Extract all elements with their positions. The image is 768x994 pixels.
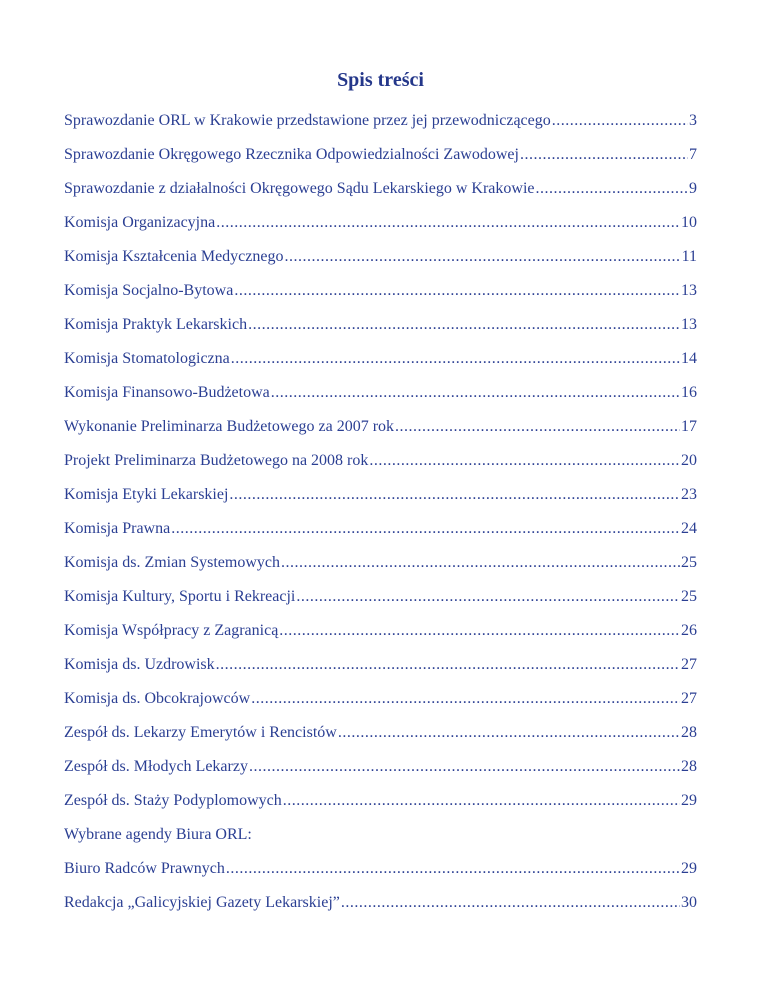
toc-entry-page: 25: [681, 588, 697, 605]
toc-entry[interactable]: [64, 240, 697, 274]
toc-entry-text: Komisja Stomatologiczna: [64, 350, 230, 367]
toc-entry-page: 17: [681, 418, 697, 435]
toc-entry-page: 7: [689, 146, 697, 163]
toc-leader-dots: [251, 682, 680, 716]
toc-entry-page: 13: [681, 316, 697, 333]
toc-entry-text: Zespół ds. Lekarzy Emerytów i Rencistów: [64, 724, 337, 741]
toc-entry[interactable]: [64, 172, 697, 206]
toc-entry-text: Komisja Socjalno-Bytowa: [64, 282, 234, 299]
toc-entry[interactable]: [64, 852, 697, 886]
toc-entry[interactable]: [64, 376, 697, 410]
toc-entry[interactable]: [64, 138, 697, 172]
toc-section-list: [64, 852, 697, 920]
toc-entry-page: 26: [681, 622, 697, 639]
toc-entry-text: Komisja ds. Zmian Systemowych: [64, 554, 280, 571]
toc-entry-text: Komisja Prawna: [64, 520, 171, 537]
toc-entry-text: Sprawozdanie z działalności Okręgowego Sądu Lekarskiego w Krakowie: [64, 180, 535, 197]
toc-entry-page: 9: [689, 180, 697, 197]
toc-leader-dots: [281, 546, 680, 580]
toc-entry-page: 3: [689, 112, 697, 129]
toc-entry[interactable]: [64, 104, 697, 138]
toc-entry-text: Komisja Współpracy z Zagranicą: [64, 622, 279, 639]
toc-leader-dots: [552, 104, 688, 138]
toc-entry[interactable]: [64, 308, 697, 342]
toc-leader-dots: [231, 342, 680, 376]
toc-entry[interactable]: [64, 274, 697, 308]
toc-entry-page: 13: [681, 282, 697, 299]
toc-entry-text: Wykonanie Preliminarza Budżetowego za 2007 rok: [64, 418, 395, 435]
toc-entry-page: 23: [681, 486, 697, 503]
toc-entry-page: 25: [681, 554, 697, 571]
toc-entry-page: 27: [681, 690, 697, 707]
toc-leader-dots: [341, 886, 680, 920]
toc-entry-page: 27: [681, 656, 697, 673]
toc-leader-dots: [171, 512, 680, 546]
toc-leader-dots: [520, 138, 688, 172]
toc-entry-page: 16: [681, 384, 697, 401]
toc-leader-dots: [249, 750, 680, 784]
toc-entry-text: Zespół ds. Młodych Lekarzy: [64, 758, 248, 775]
toc-entry-page: 28: [681, 724, 697, 741]
toc-entry-page: 10: [681, 214, 697, 231]
toc-entry[interactable]: [64, 886, 697, 920]
toc-entry-text: Komisja Finansowo-Budżetowa: [64, 384, 270, 401]
toc-leader-dots: [395, 410, 680, 444]
toc-entry-text: Komisja ds. Uzdrowisk: [64, 656, 215, 673]
toc-leader-dots: [226, 852, 680, 886]
toc-leader-dots: [369, 444, 680, 478]
toc-entry-text: Biuro Radców Prawnych: [64, 860, 225, 877]
toc-leader-dots: [296, 580, 680, 614]
toc-entry-text: Sprawozdanie ORL w Krakowie przedstawione przez jej przewodniczącego: [64, 112, 551, 129]
toc-entry[interactable]: [64, 682, 697, 716]
toc-entry[interactable]: [64, 750, 697, 784]
toc-section-heading: Wybrane agendy Biura ORL:: [64, 826, 252, 843]
toc-entry-text: Komisja Kształcenia Medycznego: [64, 248, 284, 265]
toc-entry-page: 30: [681, 894, 697, 911]
toc-leader-dots: [216, 206, 680, 240]
toc-entry[interactable]: [64, 410, 697, 444]
toc-entry[interactable]: [64, 648, 697, 682]
toc-leader-dots: [248, 308, 680, 342]
toc-leader-dots: [283, 784, 680, 818]
toc-entry[interactable]: [64, 614, 697, 648]
table-of-contents: [64, 66, 697, 920]
toc-entry[interactable]: [64, 444, 697, 478]
toc-entry-page: 24: [681, 520, 697, 537]
toc-entry-page: 20: [681, 452, 697, 469]
toc-entry[interactable]: [64, 716, 697, 750]
toc-entry-page: 11: [681, 248, 697, 265]
toc-entry-text: Projekt Preliminarza Budżetowego na 2008 rok: [64, 452, 369, 469]
toc-entry-text: Komisja Kultury, Sportu i Rekreacji: [64, 588, 296, 605]
toc-entry-text: Komisja Praktyk Lekarskich: [64, 316, 248, 333]
toc-list: [64, 104, 697, 818]
toc-entry-text: Zespół ds. Staży Podyplomowych: [64, 792, 282, 809]
toc-entry-page: 28: [681, 758, 697, 775]
toc-entry-page: 14: [681, 350, 697, 367]
toc-entry[interactable]: [64, 342, 697, 376]
toc-entry-text: Komisja Etyki Lekarskiej: [64, 486, 229, 503]
toc-leader-dots: [216, 648, 680, 682]
toc-entry[interactable]: [64, 784, 697, 818]
toc-entry[interactable]: [64, 546, 697, 580]
toc-entry[interactable]: [64, 512, 697, 546]
toc-entry-page: 29: [681, 860, 697, 877]
toc-leader-dots: [284, 240, 680, 274]
toc-entry-text: Sprawozdanie Okręgowego Rzecznika Odpowiedzialności Zawodowej: [64, 146, 519, 163]
toc-title: Spis treści: [337, 69, 424, 91]
toc-entry-text: Redakcja „Galicyjskiej Gazety Lekarskiej”: [64, 894, 340, 911]
toc-leader-dots: [234, 274, 680, 308]
toc-leader-dots: [279, 614, 680, 648]
toc-leader-dots: [271, 376, 680, 410]
toc-entry-text: Komisja Organizacyjna: [64, 214, 216, 231]
toc-leader-dots: [229, 478, 680, 512]
toc-leader-dots: [536, 172, 688, 206]
toc-entry[interactable]: [64, 580, 697, 614]
toc-entry-text: Komisja ds. Obcokrajowców: [64, 690, 251, 707]
toc-entry-page: 29: [681, 792, 697, 809]
toc-leader-dots: [338, 716, 680, 750]
toc-entry[interactable]: [64, 206, 697, 240]
toc-entry[interactable]: [64, 478, 697, 512]
